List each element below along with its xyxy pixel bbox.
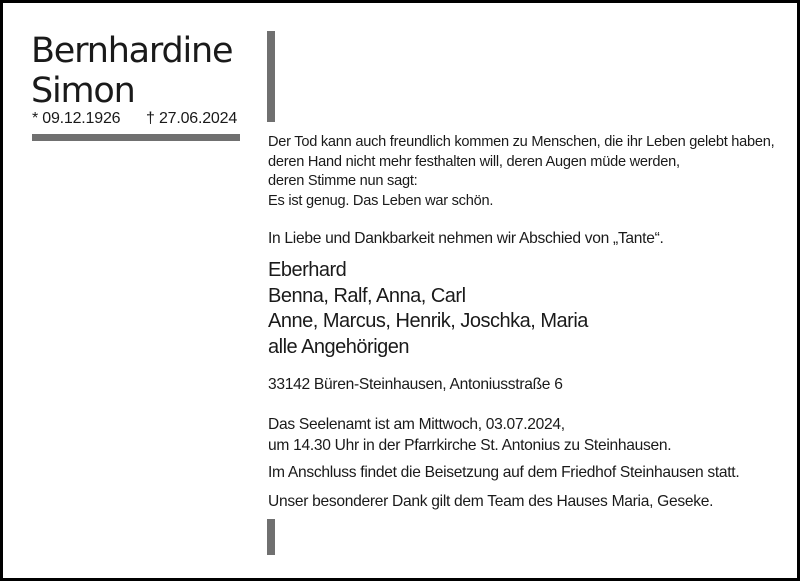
- mourner-line: Eberhard: [268, 259, 347, 281]
- address: 33142 Büren-Steinhausen, Antoniusstraße 6: [268, 376, 563, 393]
- deceased-last-name: Simon: [31, 71, 135, 111]
- death-date: † 27.06.2024: [146, 110, 238, 127]
- poem-line: Der Tod kann auch freundlich kommen zu Menschen, die ihr Leben gelebt haben,: [268, 134, 775, 150]
- poem-line: deren Stimme nun sagt:: [268, 173, 418, 189]
- farewell-text: In Liebe und Dankbarkeit nehmen wir Abschied von „Tante“.: [268, 230, 664, 247]
- deceased-first-name: Bernhardine: [31, 31, 233, 71]
- poem-block: [268, 133, 774, 211]
- thanks-text: Unser besonderer Dank gilt dem Team des Hauses Maria, Geseke.: [268, 493, 714, 510]
- poem-line: deren Hand nicht mehr festhalten will, deren Augen müde werden,: [268, 153, 680, 170]
- divider-bar: [32, 134, 240, 141]
- service-info: [268, 414, 671, 456]
- bottom-vertical-bar: [267, 519, 275, 555]
- mourner-line: Benna, Ralf, Anna, Carl: [268, 284, 466, 307]
- mourner-line: Anne, Marcus, Henrik, Joschka, Maria: [268, 310, 588, 332]
- top-vertical-bar: [267, 31, 275, 122]
- mourner-line: alle Angehörigen: [268, 335, 410, 358]
- birth-date: * 09.12.1926: [32, 110, 121, 127]
- poem-line: Es ist genug. Das Leben war schön.: [268, 192, 494, 209]
- burial-info: Im Anschluss findet die Beisetzung auf dem Friedhof Steinhausen statt.: [268, 464, 740, 481]
- mourners-list: [268, 258, 588, 360]
- service-line: um 14.30 Uhr in der Pfarrkirche St. Antonius zu Steinhausen.: [268, 437, 672, 454]
- service-line: Das Seelenamt ist am Mittwoch, 03.07.2024,: [268, 416, 565, 433]
